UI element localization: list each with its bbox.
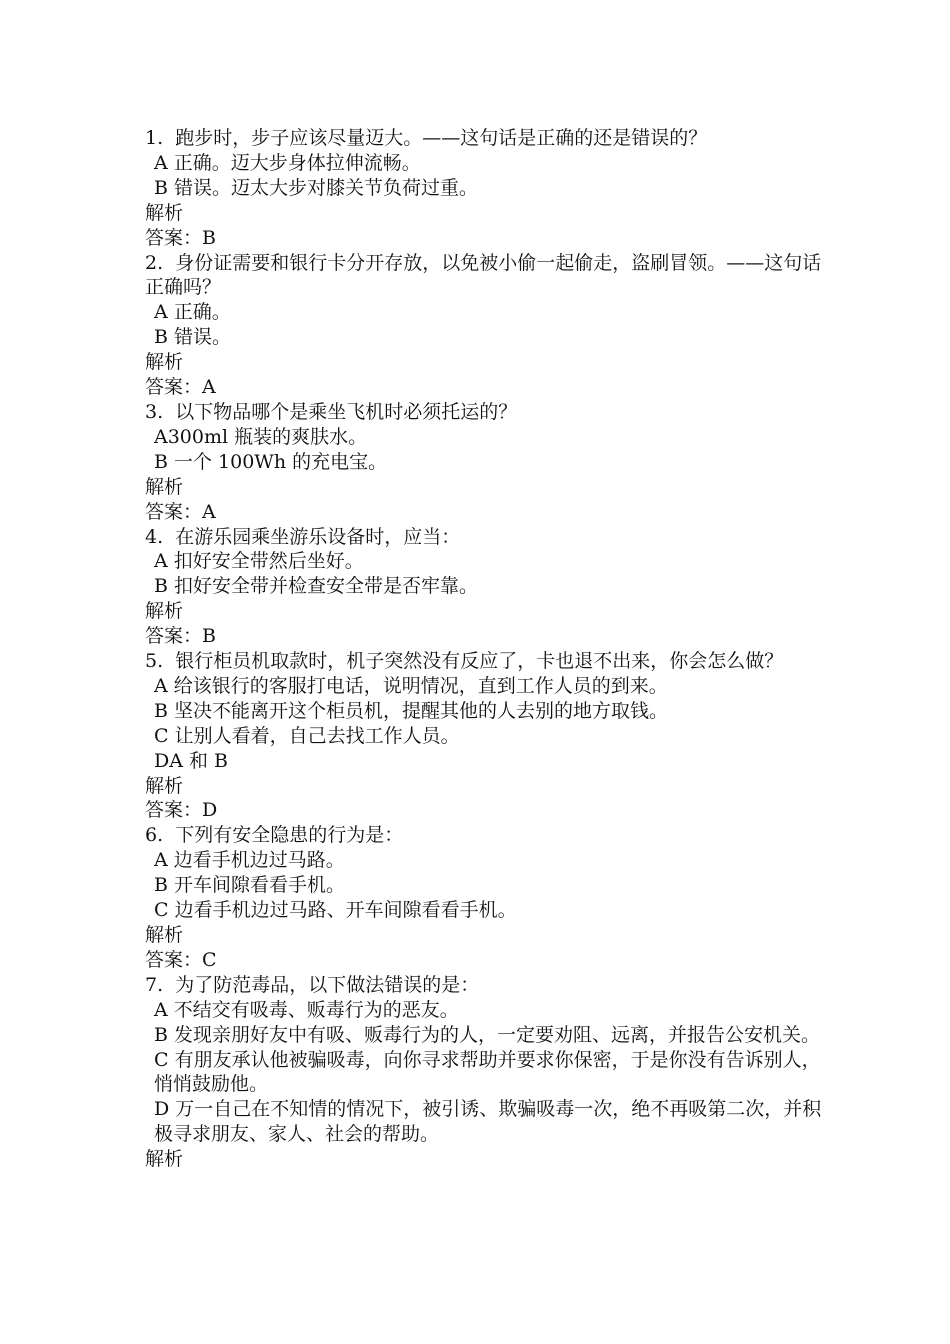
option-a: A 正确。 [154,301,231,324]
question-6 [145,823,825,972]
analysis-label: 解析 [145,201,184,224]
option-b: B 扣好安全带并检查安全带是否牢靠。 [154,575,479,598]
option-b: B 错误。迈太大步对膝关节负荷过重。 [154,176,479,199]
question-stem: 3. 以下物品哪个是乘坐飞机时必须托运的？ [145,400,518,423]
question-stem: 5. 银行柜员机取款时，机子突然没有反应了，卡也退不出来，你会怎么做？ [145,650,784,673]
option-a: A 不结交有吸毒、贩毒行为的恶友。 [154,998,459,1021]
analysis-label: 解析 [145,774,184,797]
option-b: B 一个 100Wh 的充电宝。 [154,450,388,473]
option-c: C 有朋友承认他被骗吸毒，向你寻求帮助并要求你保密，于是你没有告诉别人，悄悄鼓励他。 [154,1048,821,1096]
question-3 [145,400,825,525]
answer-line: 答案：A [145,376,216,399]
option-a: A300ml 瓶装的爽肤水。 [154,425,368,448]
analysis-label: 解析 [145,600,184,623]
option-b: B 错误。 [154,326,232,349]
analysis-label: 解析 [145,924,184,946]
answer-line: 答案：B [145,625,216,648]
option-b: B 发现亲朋好友中有吸、贩毒行为的人，一定要劝阻、远离，并报告公安机关。 [154,1023,821,1046]
analysis-label: 解析 [145,475,184,498]
option-a: A 边看手机边过马路。 [154,849,345,872]
question-stem: 2. 身份证需要和银行卡分开存放，以免被小偷一起偷走，盗刷冒领。——这句话正确吗？ [145,251,822,299]
option-c: C 让别人看着，自己去找工作人员。 [154,724,460,747]
option-a: A 正确。迈大步身体拉伸流畅。 [154,151,421,174]
answer-line: 答案：D [145,799,218,822]
option-b: B 开车间隙看看手机。 [154,874,346,897]
question-stem: 6. 下列有安全隐患的行为是： [145,824,404,847]
question-stem: 4. 在游乐园乘坐游乐设备时，应当： [145,525,461,548]
option-b: B 坚决不能离开这个柜员机，提醒其他的人去别的地方取钱。 [154,699,669,722]
question-4 [145,525,825,650]
option-c: C 边看手机边过马路、开车间隙看看手机。 [154,899,517,922]
analysis-label: 解析 [145,351,184,374]
question-2 [145,251,825,400]
question-5 [145,649,825,823]
option-a: A 给该银行的客服打电话，说明情况，直到工作人员的到来。 [154,674,668,697]
analysis-label: 解析 [145,1148,184,1171]
document-body [145,126,825,1172]
question-stem: 7. 为了防范毒品，以下做法错误的是： [145,973,480,996]
option-a: A 扣好安全带然后坐好。 [154,550,364,573]
option-d: DA 和 B [154,749,228,772]
question-7 [145,973,825,1172]
answer-line: 答案：C [145,948,217,971]
question-stem: 1. 跑步时，步子应该尽量迈大。——这句话是正确的还是错误的？ [145,127,708,149]
option-d: D 万一自己在不知情的情况下，被引诱、欺骗吸毒一次，绝不再吸第二次，并积极寻求朋友、家人、社会的帮助。 [154,1098,822,1146]
question-1 [145,126,825,251]
answer-line: 答案：A [145,500,216,523]
answer-line: 答案：B [145,226,216,249]
